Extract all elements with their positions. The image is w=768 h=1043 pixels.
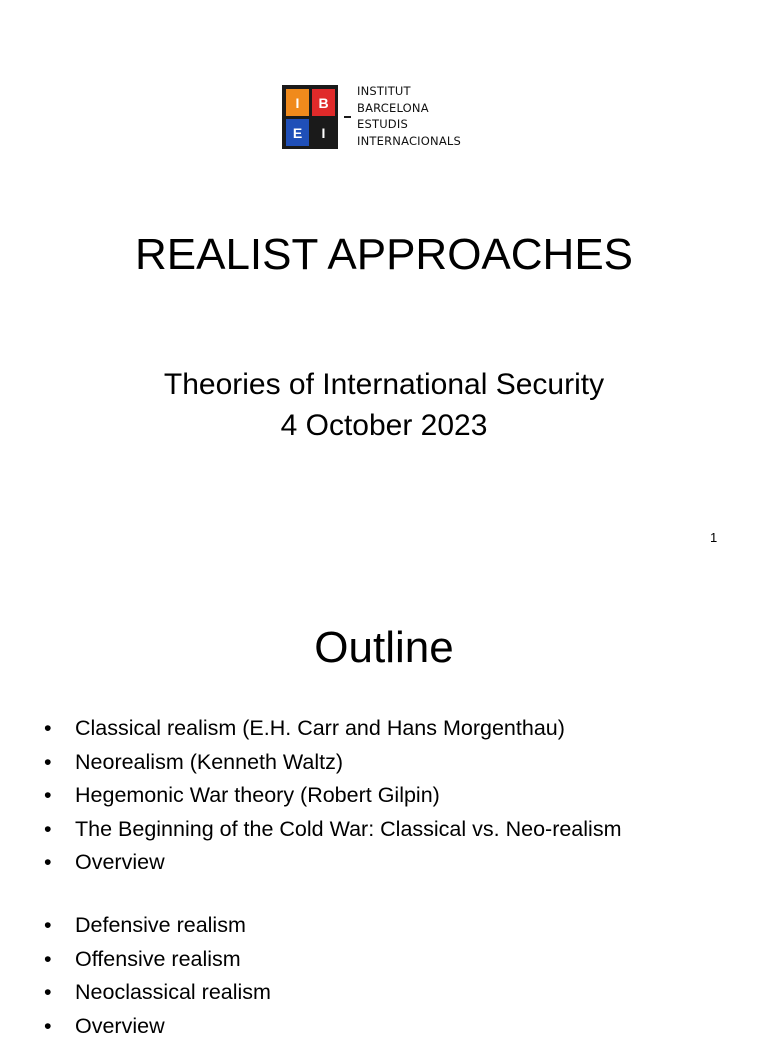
list-item [44,746,621,780]
logo-letter-i: I [286,89,309,116]
list-item-text: Overview [75,1010,165,1043]
list-item-text: Overview [75,846,165,880]
list-item-text: Defensive realism [75,909,246,943]
ibei-logo [282,85,461,149]
bullet-icon: • [44,909,75,943]
bullet-icon: • [44,779,75,813]
slide-title: REALIST APPROACHES [0,229,768,281]
list-item [44,1010,271,1043]
logo-line-2: BARCELONA [357,100,461,117]
outline-list-2 [44,909,271,1043]
page-number: 1 [710,530,717,545]
list-item [44,712,621,746]
logo-letter-b: B [312,89,335,116]
bullet-icon: • [44,746,75,780]
list-item-text: Offensive realism [75,943,241,977]
outline-list-1 [44,712,621,880]
logo-line-3: ESTUDIS [357,116,461,133]
list-item [44,976,271,1010]
logo-line-4: INTERNACIONALS [357,133,461,150]
outline-title: Outline [0,622,768,674]
list-item-text: Neoclassical realism [75,976,271,1010]
list-item [44,943,271,977]
course-name: Theories of International Security [0,364,768,405]
logo-letter-i-2: I [312,119,335,146]
logo-mark [282,85,338,149]
list-item [44,909,271,943]
logo-line-1: INSTITUT [357,83,461,100]
list-item-text: The Beginning of the Cold War: Classical vs. Neo-realism [75,813,621,847]
list-item [44,813,621,847]
logo-dash [344,116,351,118]
list-item-text: Neorealism (Kenneth Waltz) [75,746,343,780]
list-item [44,846,621,880]
logo-wordmark [357,83,461,149]
logo-letter-e: E [286,119,309,146]
bullet-icon: • [44,943,75,977]
bullet-icon: • [44,976,75,1010]
bullet-icon: • [44,1010,75,1043]
lecture-date: 4 October 2023 [0,405,768,446]
list-item-text: Hegemonic War theory (Robert Gilpin) [75,779,440,813]
slide-subtitle-block [0,364,768,446]
bullet-icon: • [44,813,75,847]
list-item-text: Classical realism (E.H. Carr and Hans Morgenthau) [75,712,565,746]
bullet-icon: • [44,846,75,880]
bullet-icon: • [44,712,75,746]
list-item [44,779,621,813]
